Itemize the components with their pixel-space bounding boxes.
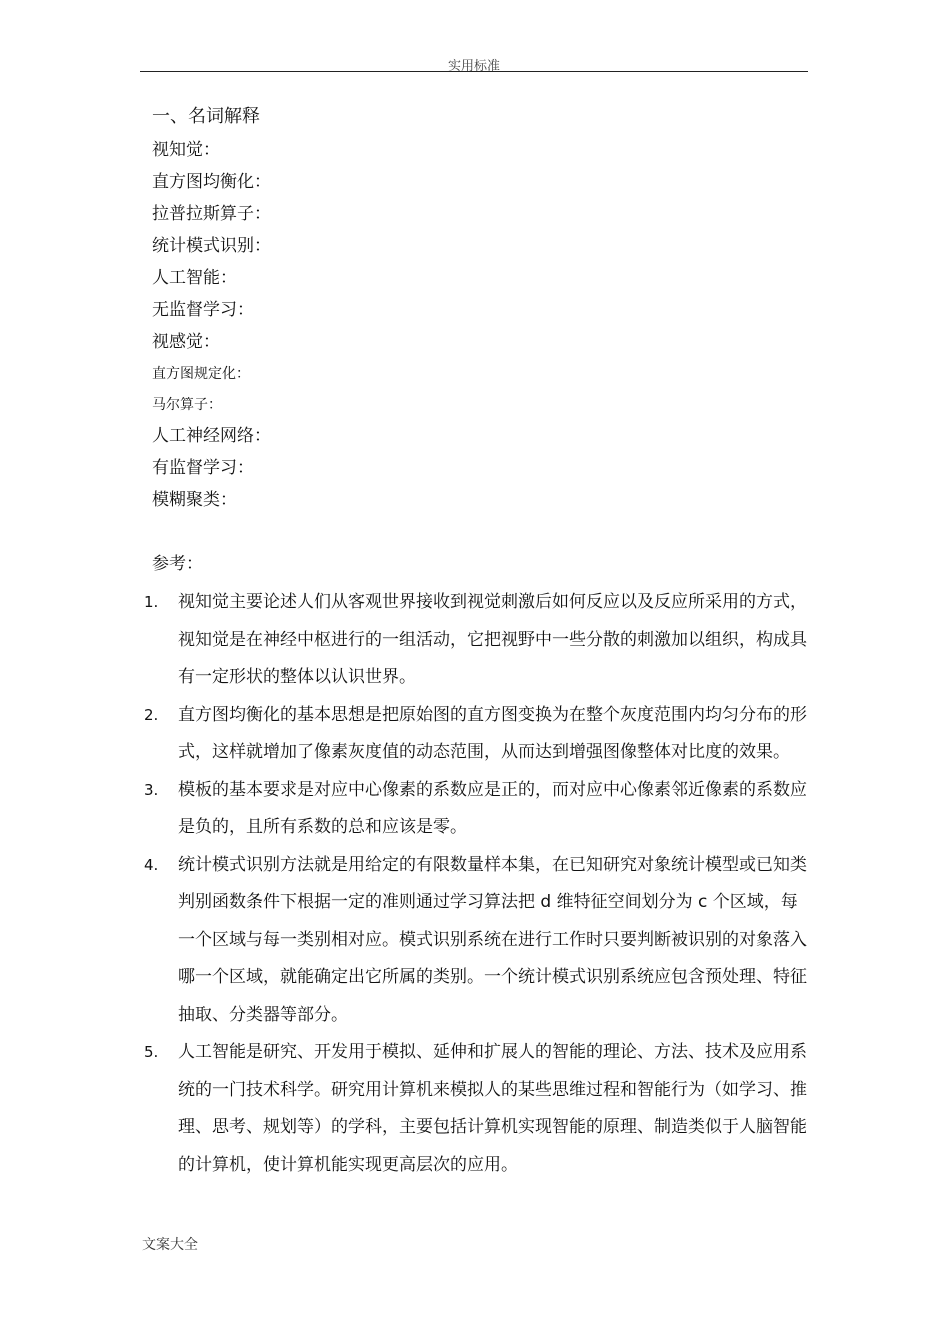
answer-list [140,584,812,1184]
answer-number: 1. [144,593,159,611]
term-item: 视感觉： [152,332,220,352]
answer-item [140,772,812,847]
term-item: 人工智能： [152,268,237,288]
term-item: 有监督学习： [152,458,254,478]
term-item: 视知觉： [152,140,220,160]
answer-text: 视知觉主要论述人们从客观世界接收到视觉刺激后如何反应以及反应所采用的方式，视知觉是在神经中枢进行的一组活动，它把视野中一些分散的刺激加以组织，构成具有一定形状的整体以认识世界。 [178,592,807,687]
term-item: 无监督学习： [152,300,254,320]
term-item: 人工神经网络： [152,426,271,446]
answer-text: 统计模式识别方法就是用给定的有限数量样本集，在已知研究对象统计模型或已知类判别函数条件下根据一定的准则通过学习算法把 d 维特征空间划分为 c 个区域，每一个区域与每一类别相对应。模式识别系统在进行工作时只要判断被识别的对象落入哪一个区域，就能确定出它所属的类别。一个统计模式识别系统应包含预处理、特征抽取、分类器等部分。 [178,854,807,1025]
term-item: 统计模式识别： [152,236,271,256]
answer-number: 3. [144,780,159,799]
answer-number: 5. [144,1043,159,1061]
term-item: 直方图均衡化： [152,172,271,192]
answer-text: 直方图均衡化的基本思想是把原始图的直方图变换为在整个灰度范围内均匀分布的形式，这样就增加了像素灰度值的动态范围，从而达到增强图像整体对比度的效果。 [178,704,807,762]
answer-item [140,847,812,1035]
term-list [152,138,271,520]
term-item: 马尔算子： [152,397,222,413]
answer-item [140,1034,812,1184]
page-header: 实用标准 [447,59,500,74]
answer-text: 模板的基本要求是对应中心像素的系数应是正的，而对应中心像素邻近像素的系数应是负的，且所有系数的总和应该是零。 [178,779,807,837]
reference-title: 参考： [152,554,203,574]
answer-item [140,584,812,697]
term-item: 直方图规定化： [152,366,250,382]
term-item: 模糊聚类： [152,490,237,510]
answer-text: 人工智能是研究、开发用于模拟、延伸和扩展人的智能的理论、方法、技术及应用系统的一门技术科学。研究用计算机来模拟人的某些思维过程和智能行为（如学习、推理、思考、规划等）的学科，主要包括计算机实现智能的原理、制造类似于人脑智能的计算机，使计算机能实现更高层次的应用。 [178,1042,807,1175]
answer-number: 2. [144,705,159,724]
term-item: 拉普拉斯算子： [152,204,271,224]
page-footer: 文案大全 [142,1237,198,1253]
header-divider [140,71,808,72]
answer-number: 4. [144,855,159,874]
answer-item [140,697,812,772]
section-title: 一、名词解释 [152,106,260,127]
